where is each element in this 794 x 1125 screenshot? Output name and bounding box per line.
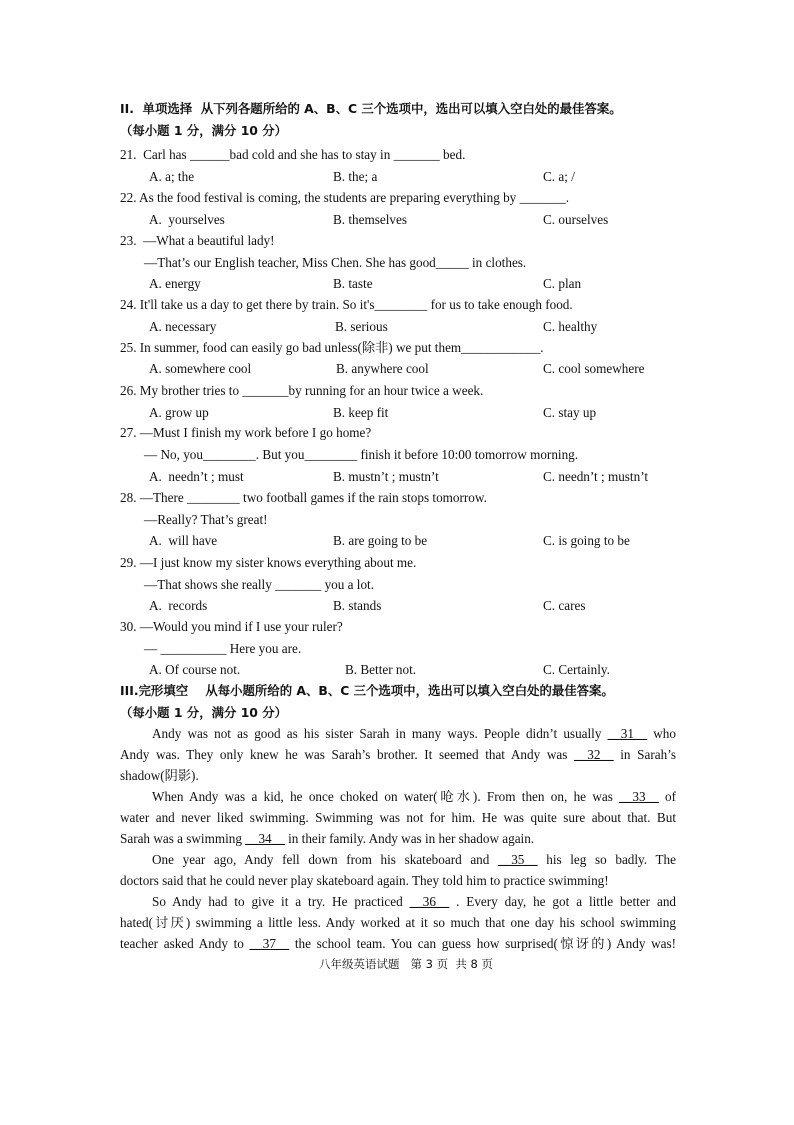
question-28-stem: 28. —There ________ two football games if the rain stops tomorrow. (120, 490, 487, 505)
question-22-option-a: A. yourselves (149, 212, 225, 227)
passage-text: doctors said that he could never play skateboard again. They told him to practice swimming! (120, 873, 609, 888)
question-26-option-b: B. keep fit (333, 405, 389, 420)
passage-line (120, 873, 609, 889)
blank-number: __31__ (607, 726, 648, 741)
section-2-note: （每小题 1 分，满分 10 分） (120, 123, 288, 138)
question-23-option-c: C. plan (543, 276, 582, 291)
passage-line (152, 852, 676, 868)
passage-text: . Every day, he got a little better and (456, 894, 677, 909)
passage-text: his leg so badly. The (546, 852, 676, 867)
page-footer: 八年级英语试题 第 3 页 共 8 页 (319, 957, 494, 971)
passage-line (120, 810, 676, 826)
question-29-stem: 29. —I just know my sister knows everything about me. (120, 555, 417, 570)
question-28-option-c: C. is going to be (543, 533, 630, 548)
question-25-option-c: C. cool somewhere (543, 361, 645, 376)
question-28-option-b: B. are going to be (333, 533, 428, 548)
question-24-option-c: C. healthy (543, 319, 598, 334)
section-2-title: II. 单项选择 从下列各题所给的 A、B、C 三个选项中，选出可以填入空白处的最佳答案。 (120, 101, 622, 116)
question-27-option-c: C. needn’t ; mustn’t (543, 469, 649, 484)
passage-text: Andy was not as good as his sister Sarah in many ways. People didn’t usually (152, 726, 602, 741)
question-30-option-b: B. Better not. (345, 662, 417, 677)
question-23-option-a: A. energy (149, 276, 201, 291)
question-27-option-a: A. needn’t ; must (149, 469, 244, 484)
question-22-stem: 22. As the food festival is coming, the students are preparing everything by _______. (120, 190, 570, 205)
question-27-option-b: B. mustn’t ; mustn’t (333, 469, 439, 484)
passage-text: One year ago, Andy fell down from his skateboard and (152, 852, 490, 867)
blank-number: __33__ (619, 789, 659, 804)
passage-text: teacher asked Andy to (120, 936, 244, 951)
passage-text: in their family. Andy was in her shadow again. (288, 831, 535, 846)
blank-number: __34__ (245, 831, 285, 846)
passage-line (120, 831, 534, 847)
question-22-option-c: C. ourselves (543, 212, 609, 227)
passage-text: of (665, 789, 677, 804)
question-27-stem: 27. —Must I finish my work before I go home? (120, 425, 372, 440)
passage-line (152, 726, 676, 742)
question-29-stem: —That shows she really _______ you a lot. (144, 577, 375, 592)
question-24-option-a: A. necessary (149, 319, 217, 334)
question-21-option-c: C. a; / (543, 169, 575, 184)
passage-text: When Andy was a kid, he once choked on water(呛水). From then on, he was (152, 789, 613, 804)
question-21-option-a: A. a; the (149, 169, 195, 184)
question-26-option-c: C. stay up (543, 405, 597, 420)
blank-number: __36__ (409, 894, 450, 909)
passage-line (120, 936, 676, 952)
question-29-option-a: A. records (149, 598, 208, 613)
blank-number: __35__ (498, 852, 538, 867)
passage-line (120, 747, 676, 763)
passage-text: hated(讨厌) swimming a little less. Andy worked at it so much that one day his school swimming (120, 915, 676, 930)
question-30-option-a: A. Of course not. (149, 662, 241, 677)
passage-text: water and never liked swimming. Swimming was not for him. He was quite sure about that. But (120, 810, 676, 825)
question-26-option-a: A. grow up (149, 405, 209, 420)
question-30-option-c: C. Certainly. (543, 662, 610, 677)
question-29-option-c: C. cares (543, 598, 586, 613)
question-23-stem: —That’s our English teacher, Miss Chen. She has good_____ in clothes. (144, 255, 527, 270)
question-26-stem: 26. My brother tries to _______by running for an hour twice a week. (120, 383, 484, 398)
section-3-note: （每小题 1 分，满分 10 分） (120, 705, 288, 720)
passage-text: Sarah was a swimming (120, 831, 242, 846)
question-30-stem: — __________ Here you are. (144, 641, 302, 656)
passage-line (120, 768, 199, 784)
question-22-option-b: B. themselves (333, 212, 407, 227)
question-25-option-a: A. somewhere cool (149, 361, 252, 376)
passage-line (152, 894, 676, 910)
question-21-stem: 21. Carl has ______bad cold and she has to stay in _______ bed. (120, 147, 466, 162)
passage-text: in Sarah’s (620, 747, 676, 762)
passage-line (120, 915, 676, 931)
question-23-stem: 23. —What a beautiful lady! (120, 233, 275, 248)
question-21-option-b: B. the; a (333, 169, 378, 184)
passage-text: who (653, 726, 676, 741)
blank-number: __37__ (249, 936, 290, 951)
question-25-stem: 25. In summer, food can easily go bad unless(除非) we put them____________. (120, 340, 544, 355)
question-24-option-b: B. serious (335, 319, 388, 334)
question-28-stem: —Really? That’s great! (144, 512, 268, 527)
passage-text: shadow(阴影). (120, 768, 199, 783)
question-29-option-b: B. stands (333, 598, 382, 613)
passage-text: Andy was. They only knew he was Sarah’s brother. It seemed that Andy was (120, 747, 568, 762)
passage-line (152, 789, 676, 805)
passage-text: So Andy had to give it a try. He practiced (152, 894, 403, 909)
question-25-option-b: B. anywhere cool (336, 361, 429, 376)
question-27-stem: — No, you________. But you________ finish it before 10:00 tomorrow morning. (144, 447, 579, 462)
question-30-stem: 30. —Would you mind if I use your ruler? (120, 619, 343, 634)
question-24-stem: 24. It'll take us a day to get there by train. So it's________ for us to take enough food. (120, 297, 573, 312)
section-3-title: III.完形填空 从每小题所给的 A、B、C 三个选项中，选出可以填入空白处的最佳答案。 (120, 683, 614, 698)
question-23-option-b: B. taste (333, 276, 373, 291)
blank-number: __32__ (574, 747, 614, 762)
question-28-option-a: A. will have (149, 533, 218, 548)
passage-text: the school team. You can guess how surprised(惊讶的) Andy was! (294, 936, 677, 951)
